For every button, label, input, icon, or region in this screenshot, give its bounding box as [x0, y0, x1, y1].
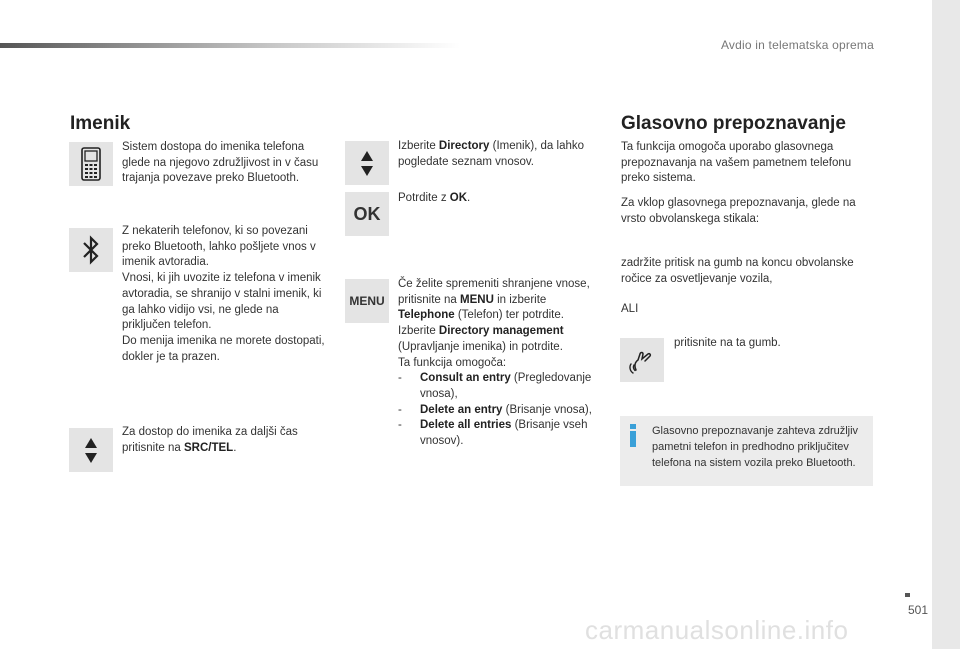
page-number: 501: [907, 603, 928, 617]
bluetooth-icon: [69, 228, 113, 272]
imenik-text-3: [122, 425, 322, 456]
dm-mid: in izberite: [493, 293, 547, 306]
menu-icon-label: MENU: [349, 294, 385, 308]
src-tel-label: SRC/TEL: [184, 441, 234, 454]
ok-icon-label: OK: [353, 203, 381, 224]
up-down-arrows-icon-2: [345, 141, 389, 185]
list-item-title: Delete all entries: [420, 419, 512, 432]
phone-icon: [69, 142, 113, 186]
section-title-voice: Glasovno prepoznavanje: [621, 113, 846, 134]
arrow-down-icon: [85, 453, 97, 463]
function-list: [398, 371, 603, 450]
header-rule: [0, 43, 460, 48]
arrow-up-icon: [85, 438, 97, 448]
imenik-text-3-end: .: [233, 441, 237, 454]
imenik-text-2-line1: Z nekaterih telefonov, ki so povezani preko Bluetooth, lahko pošljete vnos v imenik avtoradia.: [122, 225, 316, 269]
page-header: Avdio in telematska oprema: [720, 38, 874, 52]
list-item-title: Delete an entry: [420, 403, 503, 416]
imenik-text-2-line2: Vnosi, ki jih uvozite iz telefona v imenik avtoradia, se shranijo v stalni imenik, ki ga lahko vidijo vsi, ne glede na priključen telefon.: [122, 272, 322, 332]
directory-text: [398, 139, 603, 170]
imenik-text-3-body: Za dostop do imenika za daljši čas pritisnite na: [122, 426, 298, 454]
voice-text-or: ALI: [621, 303, 639, 315]
info-box: [620, 416, 873, 486]
list-item-text: (Brisanje vnosa),: [502, 403, 592, 416]
ok-label: OK: [449, 192, 468, 204]
arrow-down-icon: [361, 166, 373, 176]
dm-line3: Ta funkcija omogoča:: [398, 356, 507, 369]
section-title-imenik: Imenik: [70, 113, 131, 134]
directory-post: (Imenik), da lahko pogledate seznam vnosov.: [398, 140, 585, 168]
imenik-text-1: Sistem dostopa do imenika telefona glede na njegovo združljivost in v času trajanja povezave preko Bluetooth.: [122, 141, 319, 185]
directory-label: Directory: [438, 140, 490, 152]
list-item-text: (Pregledovanje vnosa),: [420, 372, 592, 400]
page-marker: [905, 593, 910, 597]
info-text: Glasovno prepoznavanje zahteva združljiv pametni telefon in predhodno priključitev telefona na sistem vozila preko Bluetooth.: [652, 425, 859, 469]
list-item-title: Consult an entry: [420, 372, 511, 385]
confirm-text: [398, 191, 598, 207]
dm-mid2: (Telefon) ter potrdite.: [454, 309, 564, 322]
list-item-text: (Brisanje vseh vnosov).: [420, 419, 588, 448]
side-bar: [932, 0, 960, 649]
directory-pre: Izberite: [398, 140, 439, 152]
voice-text-3: zadržite pritisk na gumb na koncu obvolanske ročice za osvetljevanje vozila,: [621, 257, 854, 285]
arrow-up-icon: [361, 151, 373, 161]
dm-pre: Če želite spremeniti shranjene vnose, pritisnite na: [398, 278, 590, 306]
voice-text-2: Za vklop glasovnega prepoznavanja, glede na vrsto obvolanskega stikala:: [621, 197, 856, 225]
directory-management-label: Directory management: [438, 325, 564, 338]
dm-line1: [398, 277, 603, 324]
imenik-text-2: [122, 224, 327, 365]
dm-line2-pre: Izberite: [398, 325, 439, 338]
up-down-arrows-icon: [69, 428, 113, 472]
menu-button-icon: [345, 279, 389, 323]
voice-hand-icon: [620, 338, 664, 382]
dm-line2: [398, 324, 603, 355]
list-item: [398, 371, 603, 402]
voice-text-5: pritisnite na ta gumb.: [674, 337, 781, 349]
confirm-pre: Potrdite z: [398, 192, 450, 204]
info-icon: [628, 424, 638, 446]
list-item: [398, 403, 603, 419]
list-item: [398, 418, 603, 449]
ok-button-icon: [345, 192, 389, 236]
voice-text-1: Ta funkcija omogoča uporabo glasovnega prepoznavanja na vašem pametnem telefonu preko sistema.: [621, 141, 852, 185]
imenik-text-2-line3: Do menija imenika ne morete dostopati, dokler je ta prazen.: [122, 334, 325, 363]
menu-label: MENU: [460, 293, 494, 306]
dm-line2-post: (Upravljanje imenika) in potrdite.: [398, 340, 563, 353]
watermark: carmanualsonline.info: [585, 615, 849, 645]
directory-management-text: [398, 277, 603, 450]
telephone-label: Telephone: [398, 309, 455, 322]
confirm-post: .: [467, 192, 471, 204]
